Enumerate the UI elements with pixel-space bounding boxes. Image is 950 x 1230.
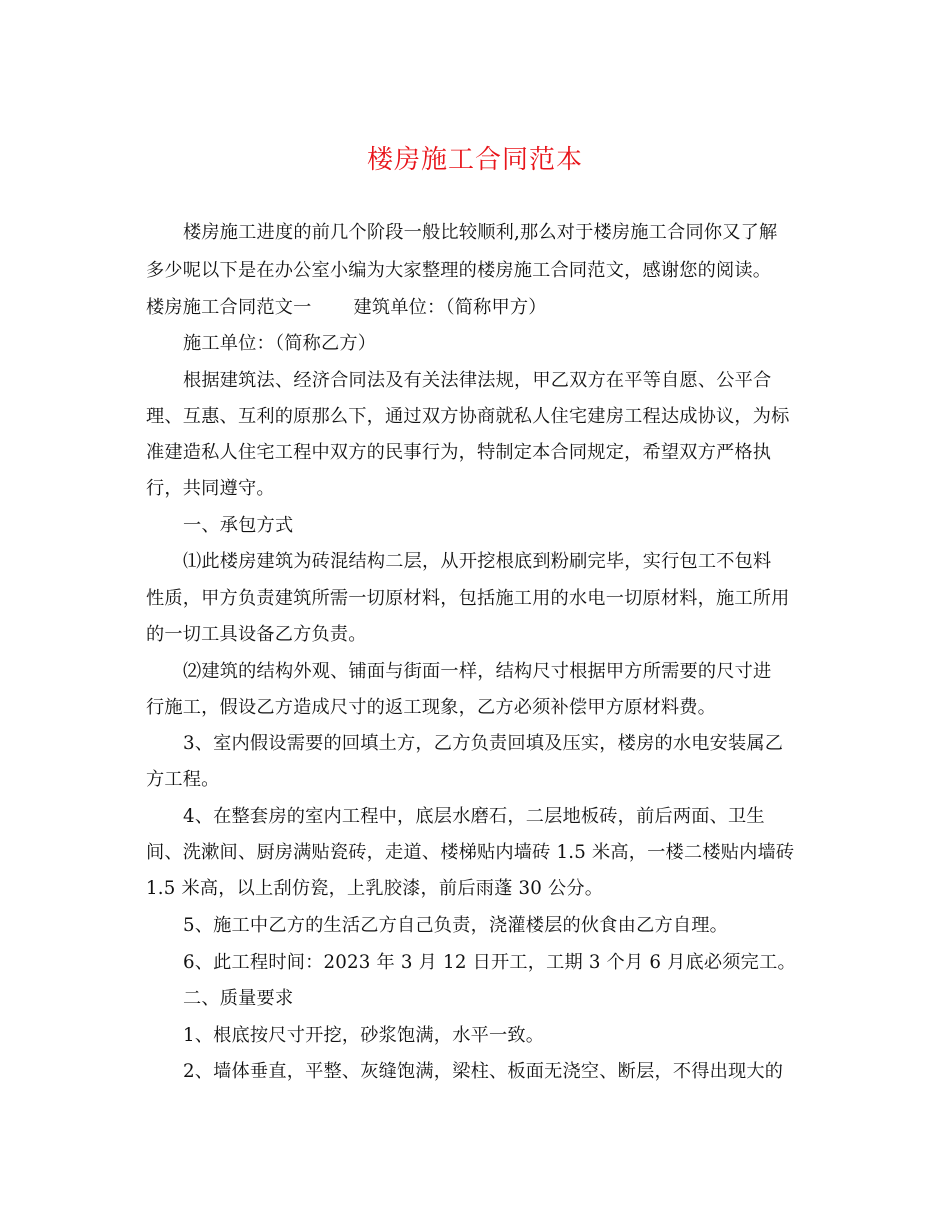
document-title: 楼房施工合同范本	[366, 145, 583, 175]
paragraph-line: 理、互惠、互利的原那么下，通过双方协商就私人住宅建房工程达成协议，为标	[146, 406, 790, 427]
paragraph-line: 性质，甲方负责建筑所需一切原材料，包括施工用的水电一切原材料，施工所用	[146, 588, 790, 609]
builder-party-label: 建筑单位：（简称甲方）	[353, 297, 547, 318]
paragraph-line: ⑴此楼房建筑为砖混结构二层，从开挖根底到粉刷完毕，实行包工不包料	[183, 551, 772, 572]
paragraph-line: 楼房施工进度的前几个阶段一般比较顺利,那么对于楼房施工合同你又了解	[183, 222, 778, 243]
section-heading: 二、质量要求	[183, 988, 294, 1009]
paragraph-line: 根据建筑法、经济合同法及有关法律法规，甲乙双方在平等自愿、公平合	[183, 370, 772, 391]
paragraph-line: 5、施工中乙方的生活乙方自己负责，浇灌楼层的伙食由乙方自理。	[183, 915, 729, 936]
paragraph-line: 1、根底按尺寸开挖，砂浆饱满，水平一致。	[183, 1025, 545, 1046]
paragraph-line: 施工单位：（简称乙方）	[183, 333, 377, 354]
paragraph-line: 行施工，假设乙方造成尺寸的返工现象，乙方必须补偿甲方原材料费。	[146, 697, 717, 718]
paragraph-line: 3、室内假设需要的回填土方，乙方负责回填及压实，楼房的水电安装属乙	[183, 733, 784, 754]
paragraph-line: 4、在整套房的室内工程中，底层水磨石，二层地板砖，前后两面、卫生	[183, 806, 765, 827]
paragraph-line: 准建造私人住宅工程中双方的民事行为，特制定本合同规定，希望双方严格执	[146, 442, 772, 463]
paragraph-line: ⑵建筑的结构外观、铺面与街面一样，结构尺寸根据甲方所需要的尺寸进	[183, 661, 772, 682]
paragraph-line: 的一切工具设备乙方负责。	[146, 624, 367, 645]
paragraph-line: 6、此工程时间：2023 年 3 月 12 日开工，工期 3 个月 6 月底必须完工。	[183, 952, 796, 973]
paragraph-line: 2、墙体垂直，平整、灰缝饱满，梁柱、板面无浇空、断层，不得出现大的	[183, 1061, 784, 1082]
paragraph-line: 多少呢以下是在办公室小编为大家整理的楼房施工合同范文，感谢您的阅读。	[146, 260, 772, 281]
paragraph-line	[146, 296, 547, 320]
section-heading: 一、承包方式	[183, 515, 294, 536]
paragraph-line: 行，共同遵守。	[146, 478, 275, 499]
paragraph-line: 方工程。	[146, 769, 220, 790]
paragraph-line: 1.5 米高，以上刮仿瓷，上乳胶漆，前后雨蓬 30 公分。	[146, 878, 604, 899]
paragraph-line: 间、洗漱间、厨房满贴瓷砖，走道、楼梯贴内墙砖 1.5 米高，一楼二楼贴内墙砖	[146, 842, 795, 863]
contract-subtitle: 楼房施工合同范文一	[146, 297, 312, 318]
